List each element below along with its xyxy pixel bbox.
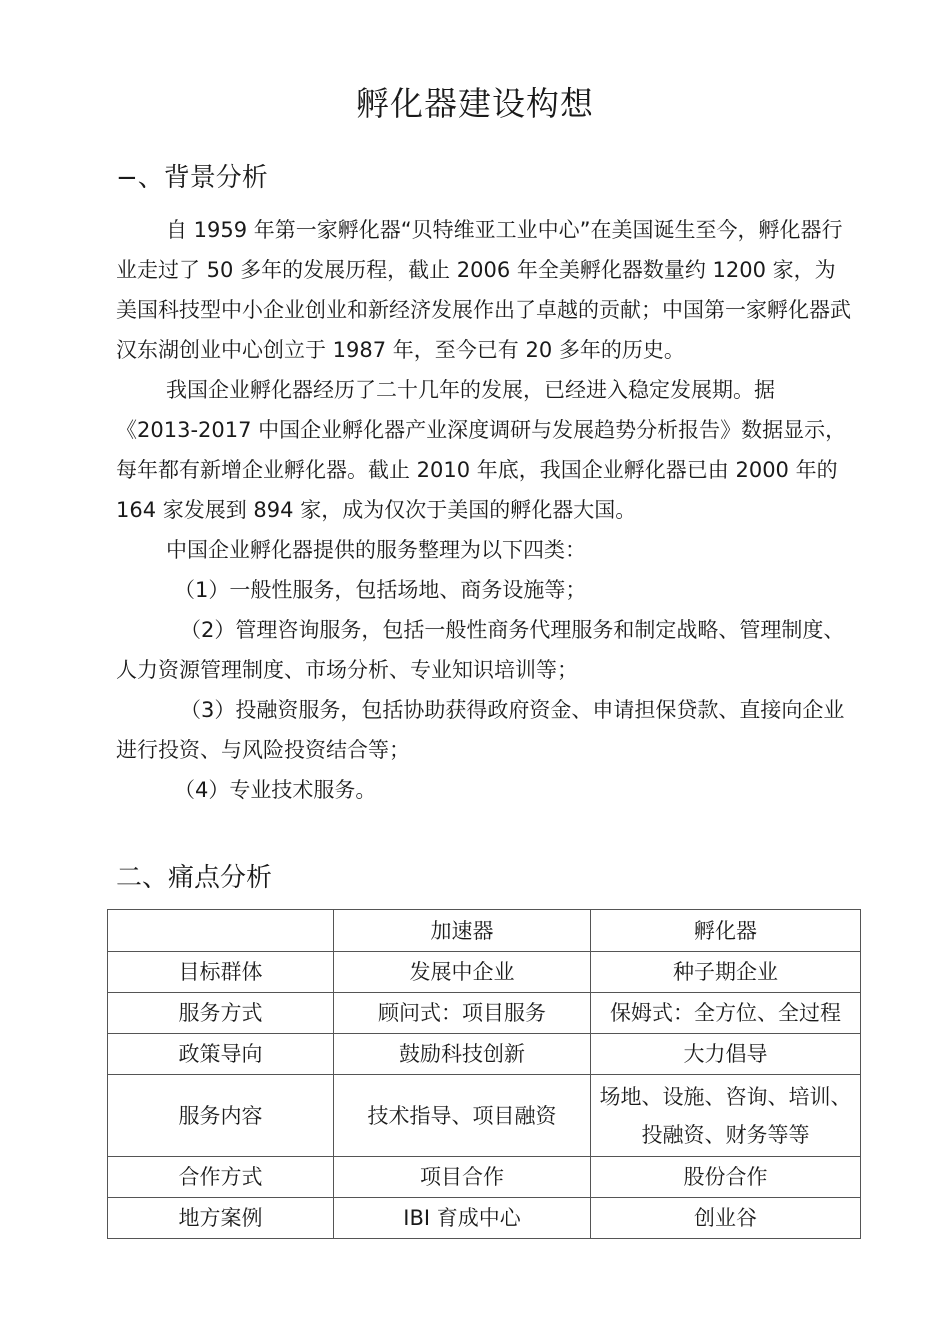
table-header-cell: 孵化器 — [591, 910, 861, 952]
table-cell: 发展中企业 — [334, 952, 591, 993]
table-cell: 顾问式：项目服务 — [334, 993, 591, 1034]
service-item: （2）管理咨询服务，包括一般性商务代理服务和制定战略、管理制度、人力资源管理制度、市场分析、专业知识培训等； — [116, 618, 845, 682]
table-cell: 服务内容 — [108, 1075, 334, 1157]
table-cell: 股份合作 — [591, 1157, 861, 1198]
paragraph: 我国企业孵化器经历了二十几年的发展，已经进入稳定发展期。据《2013-2017 中国企业孵化器产业深度调研与发展趋势分析报告》数据显示，每年都有新增企业孵化器。截止 2010 年底，我国企业孵化器已由 2000 年的 164 家发展到 894 家，成为仅次于美国的孵化器大国。 — [116, 378, 847, 522]
table-cell: 种子期企业 — [591, 952, 861, 993]
table-cell: 创业谷 — [591, 1198, 861, 1239]
service-item: （1）一般性服务，包括场地、商务设施等； — [174, 578, 587, 602]
section-heading-pain-points: 二、痛点分析 — [116, 863, 273, 893]
table-cell: 鼓励科技创新 — [334, 1034, 591, 1075]
paragraph: 自 1959 年第一家孵化器“贝特维亚工业中心”在美国诞生至今，孵化器行业走过了 50 多年的发展历程，截止 2006 年全美孵化器数量约 1200 家，为美国科技型中小企业创业和新经济发展作出了卓越的贡献；中国第一家孵化器武汉东湖创业中心创立于 1987 年，至今已有 20 多年的历史。 — [116, 218, 851, 362]
table-cell: 目标群体 — [108, 952, 334, 993]
table-row — [108, 1075, 861, 1157]
table-header-cell — [108, 910, 334, 952]
background-section-body — [116, 210, 856, 810]
table-row — [108, 1034, 861, 1075]
table-cell: 项目合作 — [334, 1157, 591, 1198]
table-cell: 大力倡导 — [591, 1034, 861, 1075]
table-cell: 政策导向 — [108, 1034, 334, 1075]
table-cell: 服务方式 — [108, 993, 334, 1034]
table-cell: 场地、设施、咨询、培训、投融资、财务等等 — [591, 1075, 861, 1157]
table-row — [108, 993, 861, 1034]
table-header-cell: 加速器 — [334, 910, 591, 952]
section-heading-background: −、背景分析 — [116, 163, 268, 193]
table-header-row — [108, 910, 861, 952]
comparison-table — [107, 909, 861, 1239]
table-row — [108, 1198, 861, 1239]
service-item: （3）投融资服务，包括协助获得政府资金、申请担保贷款、直接向企业进行投资、与风险投资结合等； — [116, 698, 845, 762]
table-cell: 地方案例 — [108, 1198, 334, 1239]
document-title: 孵化器建设构想 — [356, 84, 594, 123]
table-row — [108, 1157, 861, 1198]
paragraph: 中国企业孵化器提供的服务整理为以下四类： — [166, 538, 586, 562]
table-cell: 合作方式 — [108, 1157, 334, 1198]
service-item: （4）专业技术服务。 — [174, 778, 377, 802]
table-cell: 技术指导、项目融资 — [334, 1075, 591, 1157]
table-cell-text: 保姆式：全方位、全过程 — [610, 1001, 841, 1025]
table-cell — [591, 993, 861, 1034]
table-row — [108, 952, 861, 993]
table-cell: IBI 育成中心 — [334, 1198, 591, 1239]
